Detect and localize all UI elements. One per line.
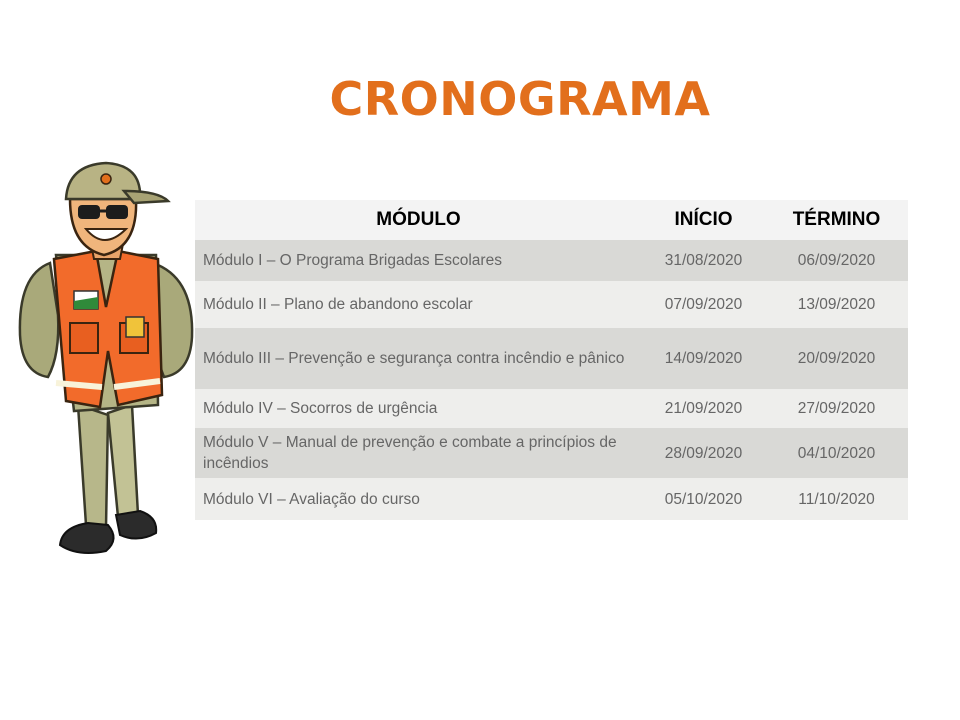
cell-start-date: 14/09/2020 — [642, 328, 765, 389]
table-header-row — [195, 200, 908, 240]
cell-module: Módulo VI – Avaliação do curso — [195, 478, 642, 520]
table-row — [195, 281, 908, 328]
cell-module: Módulo IV – Socorros de urgência — [195, 389, 642, 428]
cell-end-date: 11/10/2020 — [765, 478, 908, 520]
table-row — [195, 240, 908, 281]
table-row — [195, 389, 908, 428]
brigade-mascot-illustration — [8, 155, 198, 565]
cell-start-date: 21/09/2020 — [642, 389, 765, 428]
cell-end-date: 27/09/2020 — [765, 389, 908, 428]
cell-end-date: 04/10/2020 — [765, 428, 908, 478]
cell-module: Módulo I – O Programa Brigadas Escolares — [195, 240, 642, 281]
cell-module: Módulo II – Plano de abandono escolar — [195, 281, 642, 328]
header-module: MÓDULO — [195, 200, 642, 240]
page-title: CRONOGRAMA — [329, 72, 711, 126]
header-end: TÉRMINO — [765, 200, 908, 240]
cell-start-date: 28/09/2020 — [642, 428, 765, 478]
cell-start-date: 31/08/2020 — [642, 240, 765, 281]
table-row — [195, 478, 908, 520]
schedule-table — [195, 200, 908, 520]
cell-end-date: 06/09/2020 — [765, 240, 908, 281]
table-row — [195, 428, 908, 478]
cell-end-date: 20/09/2020 — [765, 328, 908, 389]
table-row — [195, 328, 908, 389]
header-start: INÍCIO — [642, 200, 765, 240]
cell-start-date: 05/10/2020 — [642, 478, 765, 520]
cell-module: Módulo V – Manual de prevenção e combate a princípios de incêndios — [195, 428, 642, 478]
cell-end-date: 13/09/2020 — [765, 281, 908, 328]
cell-start-date: 07/09/2020 — [642, 281, 765, 328]
cell-module: Módulo III – Prevenção e segurança contra incêndio e pânico — [195, 328, 642, 389]
